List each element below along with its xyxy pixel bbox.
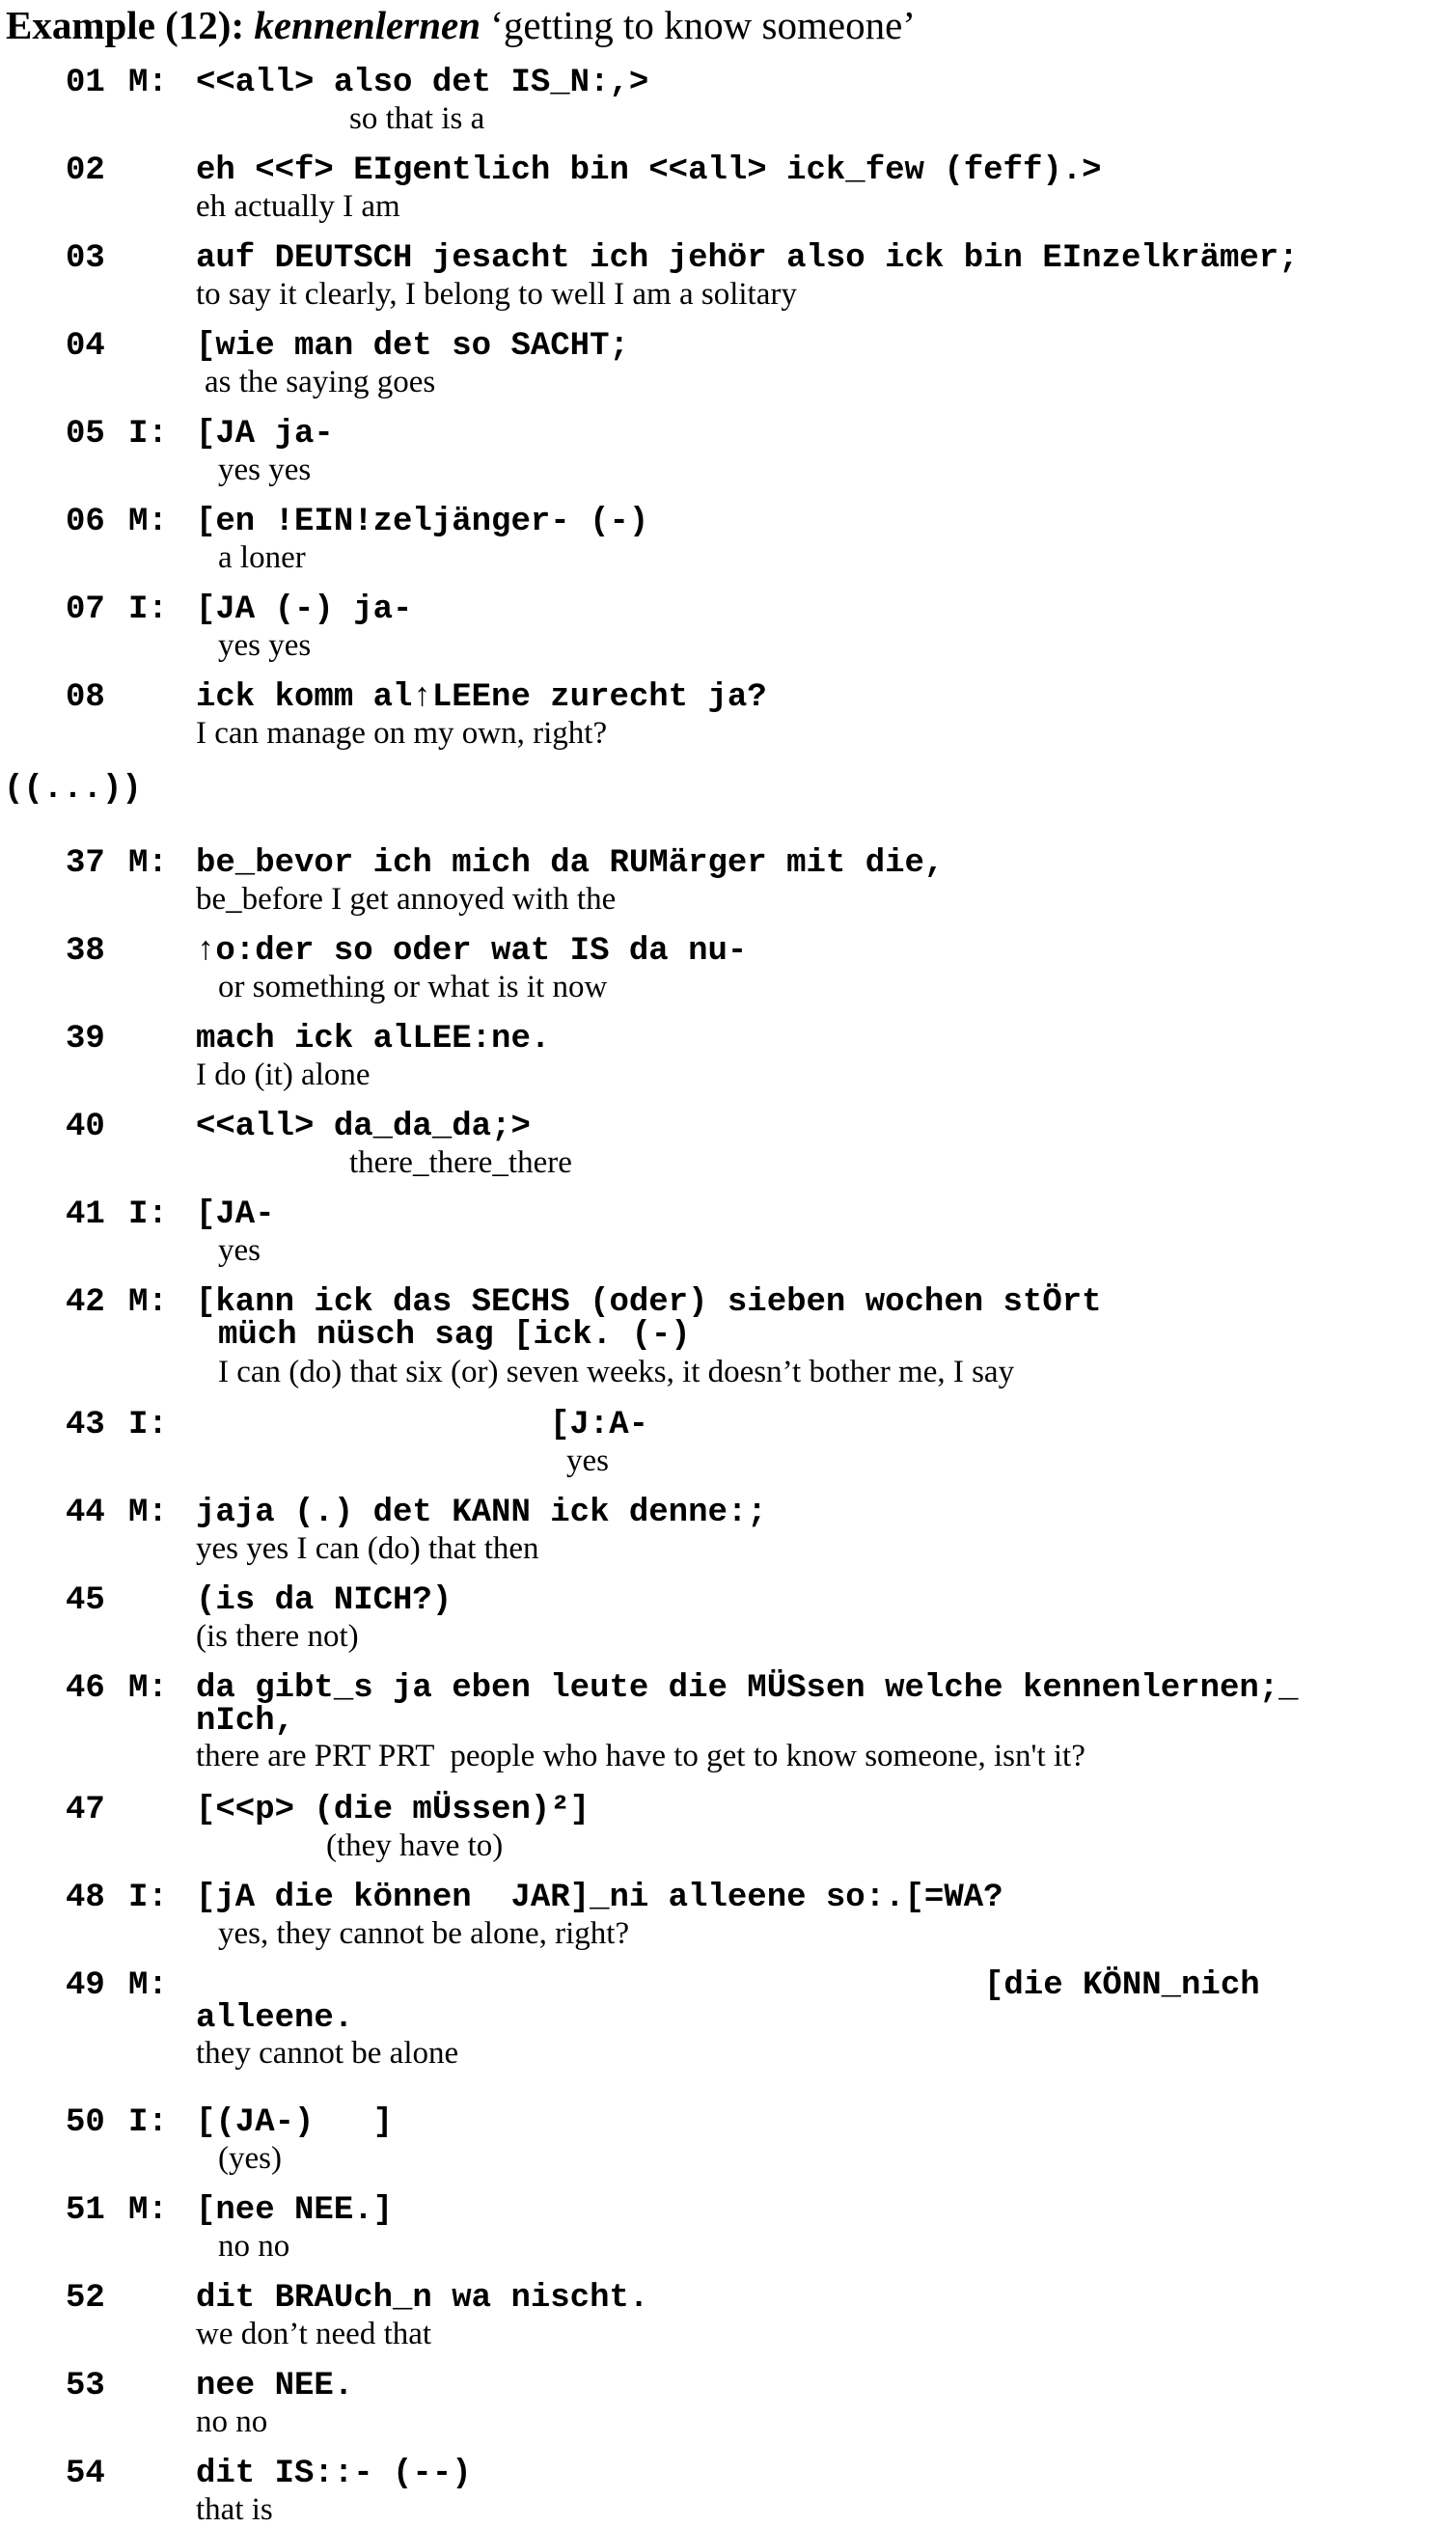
utterance-text: dit BRAUch_n wa nischt.: [196, 2280, 649, 2317]
english-gloss: there_there_there: [349, 1145, 572, 1180]
line-number: 42: [66, 1284, 105, 1321]
utterance-text: [die KÖNN_nich: [984, 1967, 1260, 2004]
speaker-label: I:: [128, 2104, 168, 2141]
speaker-label: I:: [128, 1196, 168, 1233]
utterance-text: da gibt_s ja eben leute die MÜSsen welche kennenlernen;_: [196, 1670, 1299, 1707]
utterance-text: [JA ja-: [196, 416, 334, 453]
utterance-text: <<all> da_da_da;>: [196, 1109, 531, 1145]
line-number: 45: [66, 1582, 105, 1619]
speaker-label: M:: [128, 65, 168, 101]
speaker-label: I:: [128, 1407, 168, 1443]
utterance-text: be_bevor ich mich da RUMärger mit die,: [196, 845, 945, 882]
line-number: 39: [66, 1021, 105, 1057]
english-gloss: I can manage on my own, right?: [196, 716, 608, 751]
utterance-text: dit IS::- (--): [196, 2456, 472, 2492]
utterance-text: jaja (.) det KANN ick denne:;: [196, 1495, 767, 1531]
example-keyword-gloss: ‘getting to know someone’: [490, 3, 916, 47]
english-gloss: so that is a: [349, 101, 485, 136]
utterance-text: eh <<f> EIgentlich bin <<all> ick_few (feff).>: [196, 152, 1102, 189]
line-number: 08: [66, 679, 105, 716]
english-gloss: to say it clearly, I belong to well I am a solitary: [196, 277, 797, 312]
english-gloss: yes: [566, 1443, 609, 1478]
line-number: 05: [66, 416, 105, 453]
line-number: 43: [66, 1407, 105, 1443]
line-number: 48: [66, 1880, 105, 1916]
line-number: 07: [66, 591, 105, 628]
english-gloss: I can (do) that six (or) seven weeks, it doesn’t bother me, I say: [218, 1355, 1015, 1389]
example-label: Example (12):: [6, 3, 245, 47]
line-number: 02: [66, 152, 105, 189]
speaker-label: M:: [128, 504, 168, 540]
speaker-label: M:: [128, 1967, 168, 2004]
line-number: 06: [66, 504, 105, 540]
utterance-text: [nee NEE.]: [196, 2192, 394, 2229]
line-number: 40: [66, 1109, 105, 1145]
line-number: 03: [66, 240, 105, 277]
utterance-text: [JA-: [196, 1196, 275, 1233]
english-gloss: I do (it) alone: [196, 1057, 371, 1092]
utterance-text-continued: alleene.: [196, 2000, 354, 2037]
line-number: 52: [66, 2280, 105, 2317]
utterance-text: ick komm al↑LEEne zurecht ja?: [196, 679, 767, 716]
utterance-text: [JA (-) ja-: [196, 591, 413, 628]
utterance-text: [jA die können JAR]_ni alleene so:.[=WA?: [196, 1880, 1003, 1916]
utterance-text: [J:A-: [550, 1407, 649, 1443]
line-number: 38: [66, 933, 105, 970]
english-gloss: or something or what is it now: [218, 970, 608, 1004]
line-number: 41: [66, 1196, 105, 1233]
english-gloss: yes yes: [218, 628, 312, 663]
line-number: 37: [66, 845, 105, 882]
omission-marker: ((...)): [4, 771, 142, 808]
speaker-label: M:: [128, 1284, 168, 1321]
example-keyword: kennenlernen: [254, 3, 481, 47]
line-number: 53: [66, 2368, 105, 2404]
utterance-text: [(JA-) ]: [196, 2104, 394, 2141]
english-gloss: as the saying goes: [205, 365, 436, 399]
english-gloss: there are PRT PRT people who have to get to know someone, isn't it?: [196, 1739, 1085, 1773]
utterance-text-continued: müch nüsch sag [ick. (-): [218, 1317, 691, 1354]
english-gloss: no no: [218, 2229, 290, 2264]
english-gloss: yes yes I can (do) that then: [196, 1531, 539, 1566]
line-number: 44: [66, 1495, 105, 1531]
line-number: 50: [66, 2104, 105, 2141]
speaker-label: M:: [128, 1495, 168, 1531]
speaker-label: I:: [128, 1880, 168, 1916]
english-gloss: (yes): [218, 2141, 282, 2176]
utterance-text: mach ick alLEE:ne.: [196, 1021, 551, 1057]
utterance-text: ↑o:der so oder wat IS da nu-: [196, 933, 748, 970]
line-number: 46: [66, 1670, 105, 1707]
speaker-label: M:: [128, 2192, 168, 2229]
example-title: [6, 2, 916, 48]
utterance-text: auf DEUTSCH jesacht ich jehör also ick bin EInzelkrämer;: [196, 240, 1299, 277]
speaker-label: M:: [128, 845, 168, 882]
english-gloss: that is: [196, 2492, 273, 2527]
utterance-text: [wie man det so SACHT;: [196, 328, 629, 365]
utterance-text: nee NEE.: [196, 2368, 354, 2404]
utterance-text-continued: nIch,: [196, 1703, 295, 1740]
utterance-text: [kann ick das SECHS (oder) sieben wochen stÖrt: [196, 1284, 1102, 1321]
english-gloss: we don’t need that: [196, 2317, 432, 2351]
utterance-text: [en !EIN!zeljänger- (-): [196, 504, 649, 540]
speaker-label: I:: [128, 416, 168, 453]
english-gloss: be_before I get annoyed with the: [196, 882, 617, 917]
utterance-text: [<<p> (die mÜssen)²]: [196, 1792, 591, 1828]
line-number: 51: [66, 2192, 105, 2229]
english-gloss: eh actually I am: [196, 189, 400, 224]
line-number: 47: [66, 1792, 105, 1828]
line-number: 01: [66, 65, 105, 101]
english-gloss: they cannot be alone: [196, 2036, 459, 2071]
english-gloss: (is there not): [196, 1619, 359, 1654]
utterance-text: (is da NICH?): [196, 1582, 453, 1619]
english-gloss: a loner: [218, 540, 306, 575]
english-gloss: yes, they cannot be alone, right?: [218, 1916, 630, 1951]
english-gloss: yes: [218, 1233, 261, 1268]
line-number: 49: [66, 1967, 105, 2004]
utterance-text: <<all> also det IS_N:,>: [196, 65, 649, 101]
speaker-label: M:: [128, 1670, 168, 1707]
line-number: 04: [66, 328, 105, 365]
english-gloss: yes yes: [218, 453, 312, 487]
english-gloss: (they have to): [326, 1828, 504, 1863]
speaker-label: I:: [128, 591, 168, 628]
english-gloss: no no: [196, 2404, 268, 2439]
line-number: 54: [66, 2456, 105, 2492]
